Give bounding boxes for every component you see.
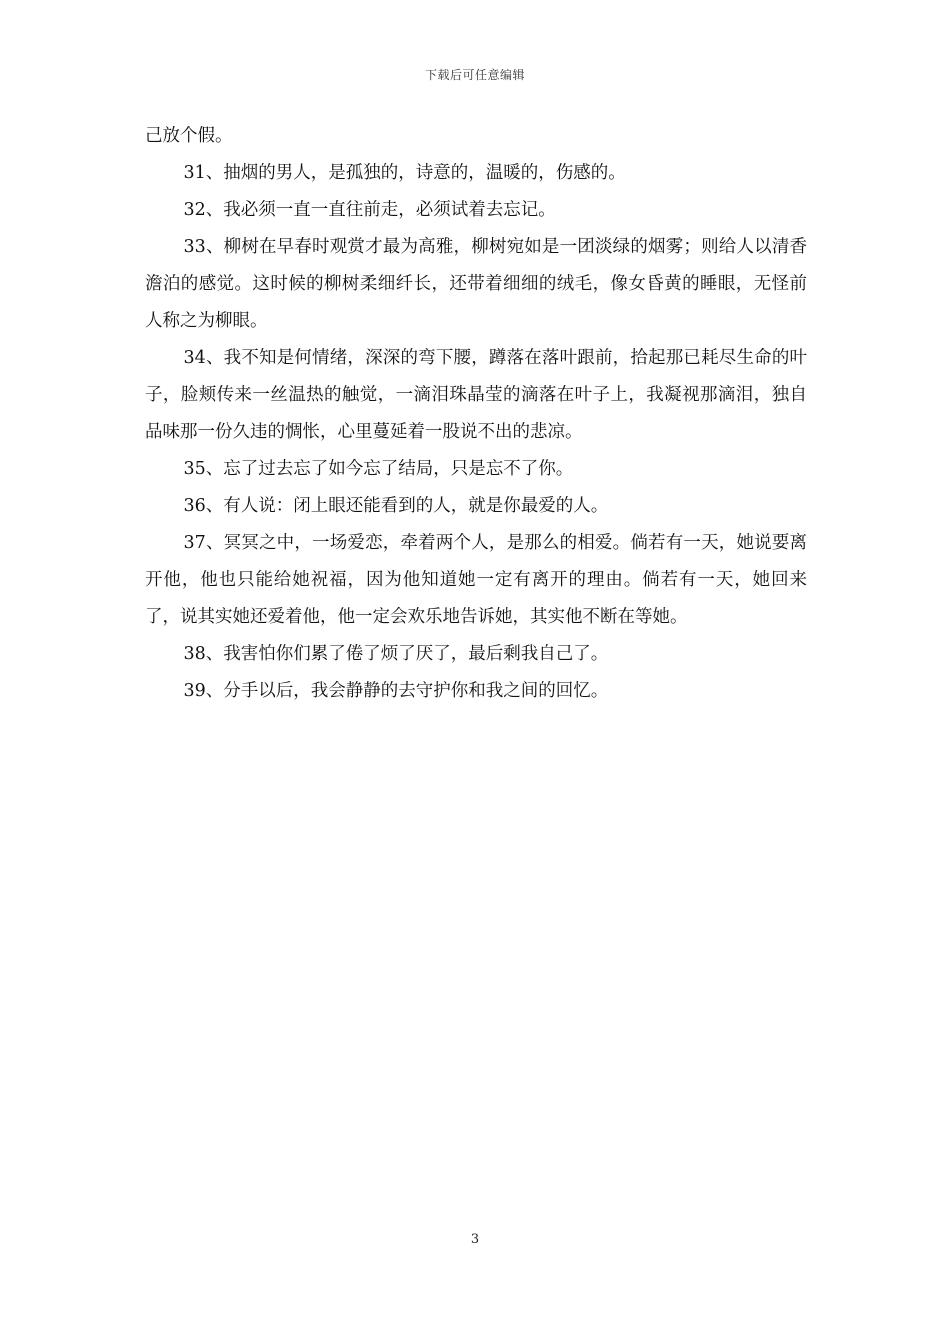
page-header: 下载后可任意编辑 bbox=[424, 68, 525, 82]
paragraph-37: 37、冥冥之中，一场爱恋，牵着两个人，是那么的相爱。倘若有一天，她说要离开他，他也只能给她祝福，因为他知道她一定有离开的理由。倘若有一天，她回来了，说其实她还爱着他，他一定会欢乐地告诉她，其实他不断在等她。 bbox=[145, 533, 807, 627]
paragraph-38: 38、我害怕你们累了倦了烦了厌了，最后剩我自己了。 bbox=[183, 644, 609, 664]
document-body bbox=[145, 118, 807, 710]
paragraph-36: 36、有人说：闭上眼还能看到的人，就是你最爱的人。 bbox=[183, 496, 609, 516]
paragraph-35: 35、忘了过去忘了如今忘了结局，只是忘不了你。 bbox=[183, 459, 574, 479]
paragraph-32: 32、我必须一直一直往前走，必须试着去忘记。 bbox=[183, 200, 556, 220]
page-number: 3 bbox=[470, 1232, 480, 1247]
paragraph-34: 34、我不知是何情绪，深深的弯下腰，蹲落在落叶跟前，拾起那已耗尽生命的叶子，脸颊传来一丝温热的触觉，一滴泪珠晶莹的滴落在叶子上，我凝视那滴泪，独自品味那一份久违的惆怅，心里蔓延着一股说不出的悲凉。 bbox=[145, 348, 807, 442]
paragraph-33: 33、柳树在早春时观赏才最为高雅，柳树宛如是一团淡绿的烟雾；则给人以清香澹泊的感觉。这时候的柳树柔细纤长，还带着细细的绒毛，像女昏黄的睡眼，无怪前人称之为柳眼。 bbox=[145, 237, 807, 331]
paragraph-31: 31、抽烟的男人，是孤独的，诗意的，温暖的，伤感的。 bbox=[183, 163, 626, 183]
paragraph-continuation: 己放个假。 bbox=[145, 126, 233, 146]
paragraph-39: 39、分手以后，我会静静的去守护你和我之间的回忆。 bbox=[183, 681, 609, 701]
